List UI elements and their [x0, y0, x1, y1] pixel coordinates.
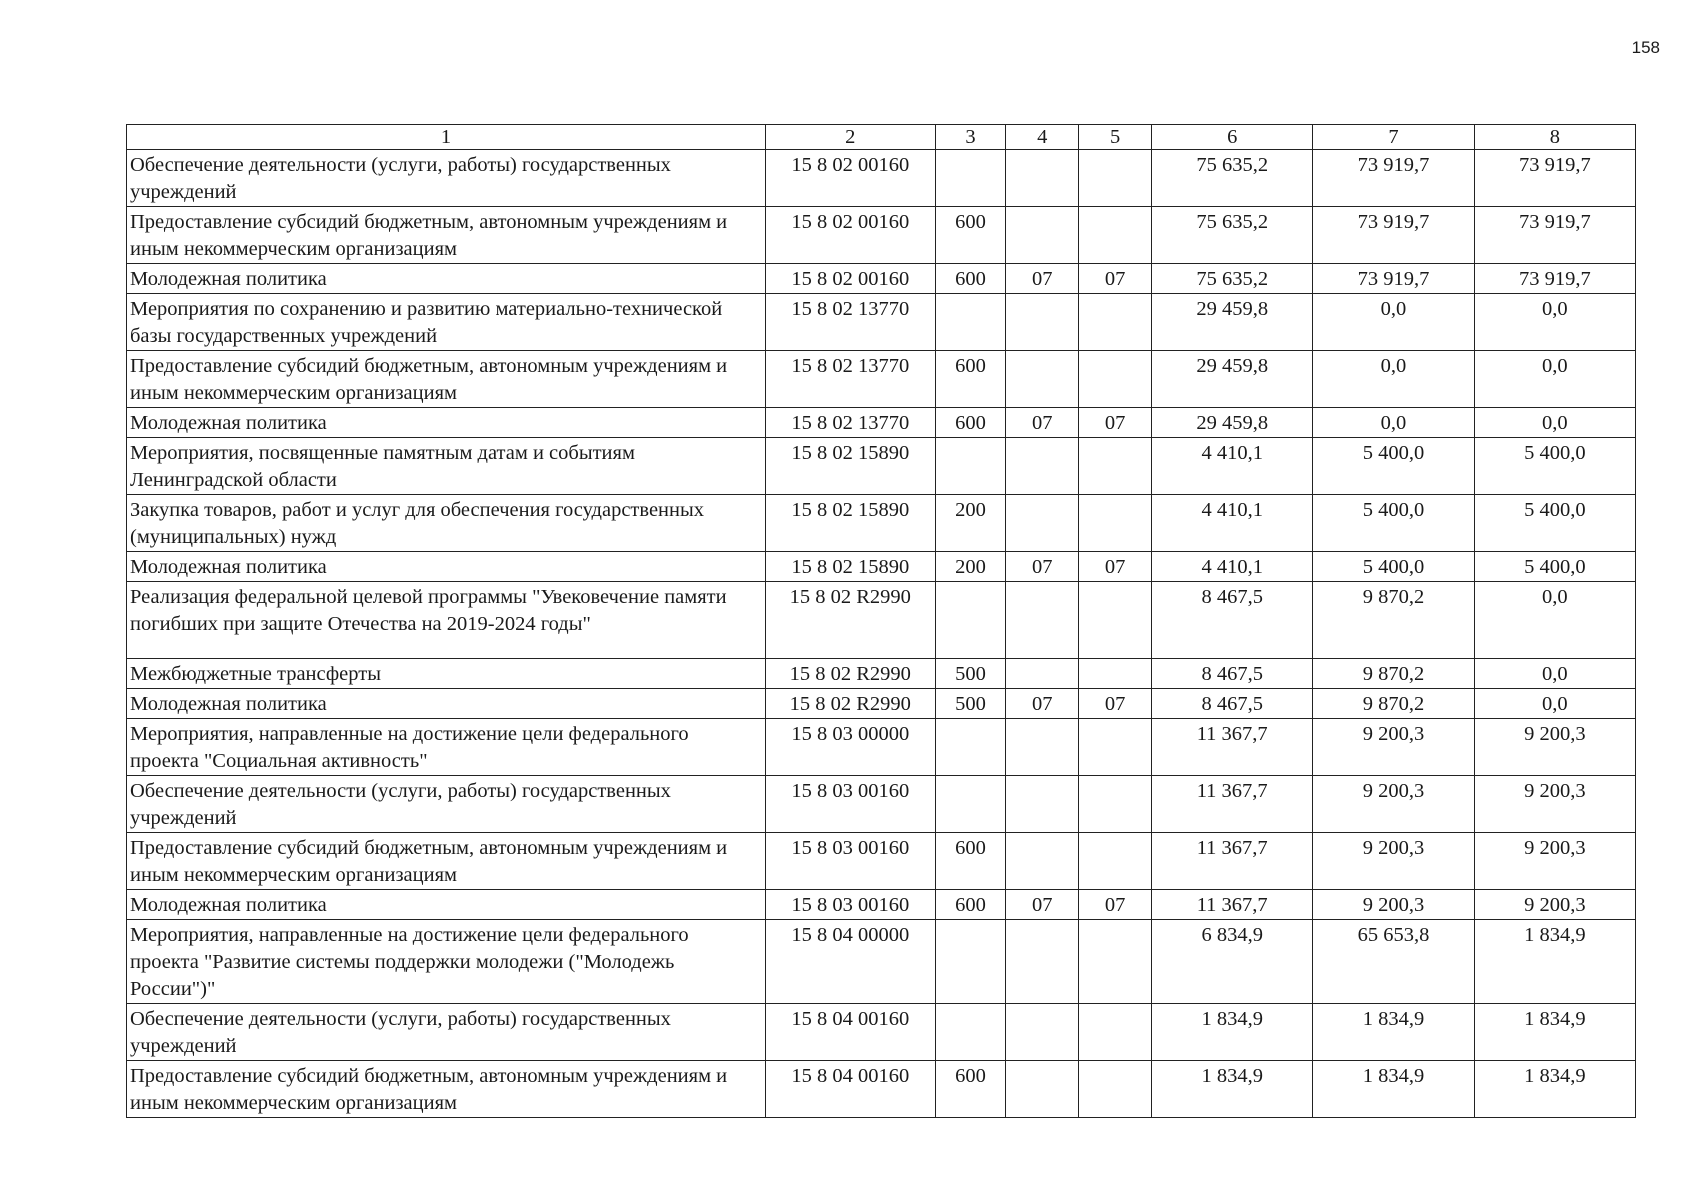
amount-2022-cell: 9 870,2	[1313, 659, 1474, 689]
amount-2023-cell: 0,0	[1474, 659, 1635, 689]
header-cell: 4	[1006, 125, 1079, 150]
amount-2023-cell: 9 200,3	[1474, 890, 1635, 920]
amount-2021-cell: 11 367,7	[1152, 776, 1313, 833]
expense-type-cell	[935, 920, 1006, 1004]
amount-2022-cell: 5 400,0	[1313, 552, 1474, 582]
amount-2023-cell: 0,0	[1474, 294, 1635, 351]
subsection-cell: 07	[1079, 890, 1152, 920]
amount-2022-cell: 9 200,3	[1313, 776, 1474, 833]
row-name-cell: Предоставление субсидий бюджетным, автономным учреждениям и иным некоммерческим организациям	[127, 351, 766, 408]
amount-2021-cell: 11 367,7	[1152, 890, 1313, 920]
expense-type-cell	[935, 438, 1006, 495]
subsection-cell	[1079, 150, 1152, 207]
amount-2022-cell: 9 200,3	[1313, 719, 1474, 776]
section-cell	[1006, 207, 1079, 264]
expense-type-cell: 600	[935, 351, 1006, 408]
target-code-cell: 15 8 02 00160	[765, 150, 935, 207]
subsection-cell	[1079, 833, 1152, 890]
section-cell: 07	[1006, 408, 1079, 438]
section-cell	[1006, 776, 1079, 833]
target-code-cell: 15 8 02 13770	[765, 408, 935, 438]
target-code-cell: 15 8 04 00160	[765, 1061, 935, 1118]
expense-type-cell: 600	[935, 1061, 1006, 1118]
amount-2023-cell: 73 919,7	[1474, 207, 1635, 264]
amount-2022-cell: 1 834,9	[1313, 1061, 1474, 1118]
amount-2021-cell: 75 635,2	[1152, 150, 1313, 207]
section-cell: 07	[1006, 890, 1079, 920]
row-name-cell: Молодежная политика	[127, 890, 766, 920]
table-row	[127, 495, 1636, 552]
subsection-cell: 07	[1079, 552, 1152, 582]
expense-type-cell	[935, 1004, 1006, 1061]
row-name-cell: Мероприятия, направленные на достижение цели федерального проекта "Социальная активность"	[127, 719, 766, 776]
row-name-cell: Мероприятия по сохранению и развитию материально-технической базы государственных учреждений	[127, 294, 766, 351]
table-row	[127, 264, 1636, 294]
page-number: 158	[1631, 38, 1660, 57]
amount-2023-cell: 0,0	[1474, 582, 1635, 659]
amount-2022-cell: 0,0	[1313, 408, 1474, 438]
amount-2021-cell: 4 410,1	[1152, 552, 1313, 582]
amount-2023-cell: 5 400,0	[1474, 552, 1635, 582]
amount-2022-cell: 5 400,0	[1313, 495, 1474, 552]
section-cell	[1006, 1004, 1079, 1061]
subsection-cell: 07	[1079, 408, 1152, 438]
subsection-cell	[1079, 294, 1152, 351]
row-name-cell: Мероприятия, посвященные памятным датам и событиям Ленинградской области	[127, 438, 766, 495]
amount-2023-cell: 73 919,7	[1474, 264, 1635, 294]
table-row	[127, 351, 1636, 408]
expense-type-cell: 600	[935, 408, 1006, 438]
row-name-cell: Предоставление субсидий бюджетным, автономным учреждениям и иным некоммерческим организациям	[127, 207, 766, 264]
amount-2023-cell: 9 200,3	[1474, 776, 1635, 833]
amount-2023-cell: 1 834,9	[1474, 1004, 1635, 1061]
target-code-cell: 15 8 02 R2990	[765, 582, 935, 659]
expense-type-cell: 600	[935, 207, 1006, 264]
row-name-cell: Реализация федеральной целевой программы "Увековечение памяти погибших при защите Отечества на 2019-2024 годы"	[127, 582, 766, 659]
row-name-cell: Закупка товаров, работ и услуг для обеспечения государственных (муниципальных) нужд	[127, 495, 766, 552]
target-code-cell: 15 8 02 00160	[765, 207, 935, 264]
amount-2021-cell: 29 459,8	[1152, 294, 1313, 351]
target-code-cell: 15 8 02 13770	[765, 294, 935, 351]
section-cell	[1006, 833, 1079, 890]
target-code-cell: 15 8 02 15890	[765, 438, 935, 495]
row-name-cell: Молодежная политика	[127, 408, 766, 438]
row-name-cell: Обеспечение деятельности (услуги, работы) государственных учреждений	[127, 776, 766, 833]
amount-2021-cell: 8 467,5	[1152, 689, 1313, 719]
budget-table	[126, 124, 1636, 1118]
amount-2023-cell: 0,0	[1474, 351, 1635, 408]
row-name-cell: Мероприятия, направленные на достижение цели федерального проекта "Развитие системы поддержки молодежи ("Молодежь России")"	[127, 920, 766, 1004]
subsection-cell	[1079, 719, 1152, 776]
amount-2021-cell: 75 635,2	[1152, 264, 1313, 294]
amount-2022-cell: 9 870,2	[1313, 689, 1474, 719]
table-row	[127, 833, 1636, 890]
amount-2022-cell: 0,0	[1313, 351, 1474, 408]
row-name-cell: Молодежная политика	[127, 689, 766, 719]
section-cell	[1006, 659, 1079, 689]
section-cell	[1006, 719, 1079, 776]
subsection-cell	[1079, 495, 1152, 552]
target-code-cell: 15 8 02 R2990	[765, 689, 935, 719]
header-cell: 2	[765, 125, 935, 150]
amount-2021-cell: 11 367,7	[1152, 833, 1313, 890]
subsection-cell: 07	[1079, 264, 1152, 294]
section-cell	[1006, 351, 1079, 408]
row-name-cell: Молодежная политика	[127, 552, 766, 582]
amount-2021-cell: 8 467,5	[1152, 582, 1313, 659]
amount-2021-cell: 29 459,8	[1152, 408, 1313, 438]
expense-type-cell	[935, 150, 1006, 207]
table-header-row	[127, 125, 1636, 150]
target-code-cell: 15 8 02 13770	[765, 351, 935, 408]
row-name-cell: Обеспечение деятельности (услуги, работы) государственных учреждений	[127, 150, 766, 207]
amount-2021-cell: 1 834,9	[1152, 1004, 1313, 1061]
subsection-cell	[1079, 776, 1152, 833]
target-code-cell: 15 8 03 00160	[765, 833, 935, 890]
table-row	[127, 294, 1636, 351]
target-code-cell: 15 8 04 00160	[765, 1004, 935, 1061]
table-row	[127, 438, 1636, 495]
expense-type-cell: 200	[935, 552, 1006, 582]
amount-2021-cell: 29 459,8	[1152, 351, 1313, 408]
expense-type-cell	[935, 719, 1006, 776]
expense-type-cell: 600	[935, 833, 1006, 890]
amount-2021-cell: 4 410,1	[1152, 438, 1313, 495]
table-row	[127, 582, 1636, 659]
target-code-cell: 15 8 03 00160	[765, 776, 935, 833]
table-row	[127, 150, 1636, 207]
amount-2022-cell: 9 200,3	[1313, 833, 1474, 890]
table-row	[127, 689, 1636, 719]
section-cell: 07	[1006, 264, 1079, 294]
target-code-cell: 15 8 02 R2990	[765, 659, 935, 689]
subsection-cell	[1079, 582, 1152, 659]
header-cell: 7	[1313, 125, 1474, 150]
section-cell	[1006, 150, 1079, 207]
header-cell: 6	[1152, 125, 1313, 150]
subsection-cell	[1079, 438, 1152, 495]
expense-type-cell: 600	[935, 264, 1006, 294]
section-cell	[1006, 582, 1079, 659]
subsection-cell	[1079, 351, 1152, 408]
table-row	[127, 1004, 1636, 1061]
section-cell	[1006, 294, 1079, 351]
table-row	[127, 1061, 1636, 1118]
table-row	[127, 408, 1636, 438]
row-name-cell: Молодежная политика	[127, 264, 766, 294]
row-name-cell: Предоставление субсидий бюджетным, автономным учреждениям и иным некоммерческим организациям	[127, 833, 766, 890]
amount-2023-cell: 9 200,3	[1474, 719, 1635, 776]
row-name-cell: Обеспечение деятельности (услуги, работы) государственных учреждений	[127, 1004, 766, 1061]
section-cell	[1006, 438, 1079, 495]
amount-2023-cell: 0,0	[1474, 689, 1635, 719]
amount-2022-cell: 9 870,2	[1313, 582, 1474, 659]
header-cell: 8	[1474, 125, 1635, 150]
table-row	[127, 552, 1636, 582]
subsection-cell	[1079, 920, 1152, 1004]
amount-2022-cell: 9 200,3	[1313, 890, 1474, 920]
subsection-cell: 07	[1079, 689, 1152, 719]
expense-type-cell	[935, 582, 1006, 659]
amount-2021-cell: 6 834,9	[1152, 920, 1313, 1004]
amount-2021-cell: 75 635,2	[1152, 207, 1313, 264]
amount-2022-cell: 0,0	[1313, 294, 1474, 351]
amount-2023-cell: 1 834,9	[1474, 920, 1635, 1004]
section-cell: 07	[1006, 689, 1079, 719]
amount-2022-cell: 1 834,9	[1313, 1004, 1474, 1061]
header-cell: 1	[127, 125, 766, 150]
row-name-cell: Межбюджетные трансферты	[127, 659, 766, 689]
target-code-cell: 15 8 02 15890	[765, 552, 935, 582]
expense-type-cell: 600	[935, 890, 1006, 920]
section-cell	[1006, 920, 1079, 1004]
target-code-cell: 15 8 03 00160	[765, 890, 935, 920]
amount-2022-cell: 73 919,7	[1313, 150, 1474, 207]
table-row	[127, 659, 1636, 689]
amount-2022-cell: 65 653,8	[1313, 920, 1474, 1004]
subsection-cell	[1079, 1004, 1152, 1061]
header-cell: 3	[935, 125, 1006, 150]
expense-type-cell: 500	[935, 659, 1006, 689]
amount-2023-cell: 5 400,0	[1474, 438, 1635, 495]
section-cell: 07	[1006, 552, 1079, 582]
expense-type-cell	[935, 776, 1006, 833]
amount-2023-cell: 5 400,0	[1474, 495, 1635, 552]
table-row	[127, 719, 1636, 776]
amount-2023-cell: 0,0	[1474, 408, 1635, 438]
amount-2023-cell: 1 834,9	[1474, 1061, 1635, 1118]
expense-type-cell: 200	[935, 495, 1006, 552]
amount-2021-cell: 1 834,9	[1152, 1061, 1313, 1118]
target-code-cell: 15 8 03 00000	[765, 719, 935, 776]
expense-type-cell: 500	[935, 689, 1006, 719]
target-code-cell: 15 8 04 00000	[765, 920, 935, 1004]
amount-2023-cell: 73 919,7	[1474, 150, 1635, 207]
table-row	[127, 920, 1636, 1004]
amount-2021-cell: 11 367,7	[1152, 719, 1313, 776]
table-row	[127, 776, 1636, 833]
target-code-cell: 15 8 02 15890	[765, 495, 935, 552]
subsection-cell	[1079, 1061, 1152, 1118]
table-row	[127, 207, 1636, 264]
amount-2021-cell: 4 410,1	[1152, 495, 1313, 552]
section-cell	[1006, 495, 1079, 552]
subsection-cell	[1079, 659, 1152, 689]
row-name-cell: Предоставление субсидий бюджетным, автономным учреждениям и иным некоммерческим организациям	[127, 1061, 766, 1118]
subsection-cell	[1079, 207, 1152, 264]
table-row	[127, 890, 1636, 920]
amount-2022-cell: 5 400,0	[1313, 438, 1474, 495]
amount-2022-cell: 73 919,7	[1313, 264, 1474, 294]
amount-2022-cell: 73 919,7	[1313, 207, 1474, 264]
target-code-cell: 15 8 02 00160	[765, 264, 935, 294]
amount-2023-cell: 9 200,3	[1474, 833, 1635, 890]
header-cell: 5	[1079, 125, 1152, 150]
section-cell	[1006, 1061, 1079, 1118]
amount-2021-cell: 8 467,5	[1152, 659, 1313, 689]
expense-type-cell	[935, 294, 1006, 351]
